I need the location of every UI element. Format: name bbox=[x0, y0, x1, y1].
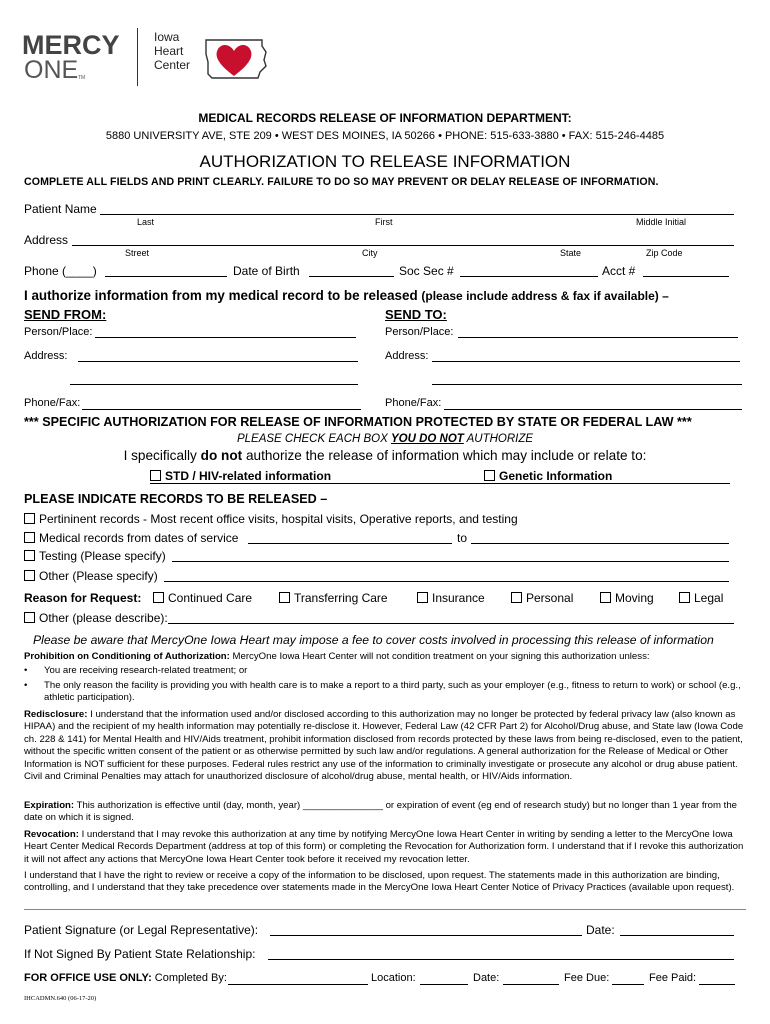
reason-insurance[interactable] bbox=[417, 591, 485, 605]
genetic-checkbox[interactable] bbox=[484, 470, 495, 481]
dept-heading: MEDICAL RECORDS RELEASE OF INFORMATION DEPARTMENT: bbox=[198, 111, 572, 125]
zip-caption: Zip Code bbox=[646, 248, 683, 258]
completed-field[interactable] bbox=[228, 984, 368, 985]
state-caption: State bbox=[560, 248, 582, 258]
reason-personal[interactable] bbox=[511, 591, 573, 605]
first-caption: First bbox=[375, 217, 393, 227]
relationship-field[interactable] bbox=[268, 959, 734, 960]
redisclosure-text: I understand that the information used and/or disclosed according to this authorization may no longer be protected by federal privacy law (also known as HIPAA) and the recipient of my health information may potentially re-disclose it. However, Federal Law (42 CFR Part 2) for Alcohol/Drug abuse, and State law (Iowa Code ch. 228 & 141) for Mental Health and HIV/Aids treatment, prohibit information disclosed from records protected by these laws from being re-disclosed, even to the patient, without the specific written consent of the patient or as otherwise permitted by such law and/or regulations. A general authorization for the Release of Medical or Other Information is NOT sufficient for these purposes. Federal rules restrict any use of the information to criminally investigate or prosecute any alcohol or drug abuse patient. Civil and Criminal Penalties may attach for unauthorized disclosure of alcohol/drug abuse, mental health, or HIV/Aids information. bbox=[24, 709, 744, 783]
expiration-para bbox=[24, 800, 746, 825]
dates-option[interactable] bbox=[24, 531, 238, 545]
city-caption: City bbox=[362, 248, 378, 258]
genetic-option[interactable] bbox=[484, 469, 612, 483]
std-option[interactable] bbox=[150, 469, 730, 484]
last-caption: Last bbox=[137, 217, 155, 227]
reason-option-label: Personal bbox=[526, 591, 574, 605]
specific-line bbox=[0, 448, 770, 463]
logo-tm: TM bbox=[78, 75, 86, 81]
office-label: FOR OFFICE USE ONLY: bbox=[24, 972, 152, 984]
street-caption: Street bbox=[125, 248, 150, 258]
reason-other-field[interactable] bbox=[168, 623, 734, 624]
reason-other[interactable] bbox=[24, 611, 168, 625]
logo-brand-bottom: ONE bbox=[24, 56, 79, 84]
form-id: IHCADMN.640 (06-17-20) bbox=[24, 995, 97, 1002]
genetic-label: Genetic Information bbox=[499, 469, 613, 483]
authorize-note: (please include address & fax if available) – bbox=[421, 289, 669, 303]
expiration-label: Expiration: bbox=[24, 800, 75, 811]
bullet-icon: • bbox=[24, 680, 28, 691]
ssn-field[interactable] bbox=[460, 276, 598, 277]
specific-post: authorize the release of information which may include or relate to: bbox=[242, 448, 647, 463]
section-divider bbox=[24, 909, 746, 910]
reason-label-text: Reason for Request bbox=[24, 591, 138, 605]
dates-from-field[interactable] bbox=[248, 543, 452, 544]
records-heading: PLEASE INDICATE RECORDS TO BE RELEASED – bbox=[24, 492, 328, 506]
ssn-label: Soc Sec # bbox=[399, 264, 454, 278]
relationship-label: If Not Signed By Patient State Relationship: bbox=[24, 947, 256, 961]
signature-field[interactable] bbox=[270, 935, 582, 936]
logo-divider bbox=[137, 28, 138, 86]
redisclosure-para bbox=[24, 709, 746, 783]
reason-option-label: Moving bbox=[615, 591, 654, 605]
phone-label: Phone (____) bbox=[24, 264, 97, 278]
pertinent-option[interactable] bbox=[24, 512, 518, 526]
iowa-heart-icon bbox=[204, 36, 268, 82]
other-records-field[interactable] bbox=[164, 581, 729, 582]
dates-to-label: to bbox=[457, 531, 468, 545]
specific-em: do not bbox=[200, 448, 243, 463]
testing-label: Testing (Please specify) bbox=[39, 549, 166, 563]
to-address-field-2[interactable] bbox=[432, 384, 742, 385]
revocation-para bbox=[24, 829, 746, 866]
phone-field[interactable] bbox=[105, 276, 227, 277]
other-records-checkbox[interactable] bbox=[24, 570, 35, 581]
dob-label: Date of Birth bbox=[233, 264, 300, 278]
prohibition-label: Prohibition on Conditioning of Authorization: bbox=[24, 651, 230, 662]
patient-name-label: Patient Name bbox=[24, 202, 97, 216]
from-address-field-2[interactable] bbox=[70, 384, 358, 385]
reason-option-label: Continued Care bbox=[168, 591, 253, 605]
from-person-label: Person/Place: bbox=[24, 326, 93, 338]
review-para: I understand that I have the right to review or receive a copy of the information to be disclosed, upon request. The statements made in this authorization are binding, controlling, and I understand that they take precedence over statements made in the MercyOne Iowa Heart Center Notice of Privacy Practices (available upon request). bbox=[24, 870, 735, 894]
check-em: YOU DO NOT bbox=[390, 433, 464, 445]
std-label: STD / HIV-related information bbox=[165, 469, 332, 483]
to-address-label: Address: bbox=[385, 350, 429, 362]
office-date-label: Date: bbox=[473, 972, 500, 984]
reason-option-label: Insurance bbox=[432, 591, 485, 605]
bullet-text-2: The only reason the facility is providing you with health care is to make a report to a third party, such as your employer (e.g., fitness to return to work) or school (e.g., athletic participation). bbox=[44, 680, 741, 704]
instruction-line: COMPLETE ALL FIELDS AND PRINT CLEARLY. FAILURE TO DO SO MAY PREVENT OR DELAY RELEASE OF INFORMATION. bbox=[24, 176, 659, 188]
reason-other-label: Other (please describe): bbox=[39, 611, 168, 625]
reason-legal[interactable] bbox=[679, 591, 723, 605]
dob-field[interactable] bbox=[309, 276, 394, 277]
prohibition-para bbox=[24, 651, 746, 663]
patient-name-field[interactable] bbox=[100, 214, 734, 215]
personal-checkbox[interactable] bbox=[511, 592, 522, 603]
to-address-field[interactable] bbox=[432, 361, 740, 362]
location-label: Location: bbox=[371, 972, 416, 984]
dates-label: Medical records from dates of service bbox=[39, 531, 239, 545]
logo-center-line2: Heart bbox=[154, 44, 184, 58]
std-checkbox[interactable] bbox=[150, 470, 161, 481]
completed-label: Completed By: bbox=[154, 972, 227, 984]
pertinent-checkbox[interactable] bbox=[24, 513, 35, 524]
sig-date-label: Date: bbox=[586, 923, 615, 937]
reason-continued[interactable] bbox=[153, 591, 252, 605]
dates-to-field[interactable] bbox=[471, 543, 729, 544]
logo-center-line1: Iowa bbox=[154, 30, 180, 44]
to-phone-label: Phone/Fax: bbox=[385, 397, 442, 409]
reason-moving[interactable] bbox=[600, 591, 654, 605]
testing-field[interactable] bbox=[172, 561, 729, 562]
fee-due-field[interactable] bbox=[612, 984, 644, 985]
logo-center-line3: Center bbox=[154, 58, 191, 72]
testing-option[interactable] bbox=[24, 549, 166, 563]
other-records-label: Other (Please specify) bbox=[39, 569, 158, 583]
address-label: Address bbox=[24, 233, 69, 247]
pertinent-label: Pertininent records - Most recent office visits, hospital visits, Operative reports, and testing bbox=[39, 512, 518, 526]
transferring-checkbox[interactable] bbox=[279, 592, 290, 603]
reason-other-checkbox[interactable] bbox=[24, 612, 35, 623]
to-person-label: Person/Place: bbox=[385, 326, 454, 338]
revocation-label: Revocation: bbox=[24, 829, 79, 840]
check-pre: PLEASE CHECK EACH BOX bbox=[236, 433, 391, 445]
expiration-text: This authorization is effective until (day, month, year) _______________ or expiration of event (eg end of research study) but no longer than 1 year from the date on which it is signed. bbox=[24, 800, 738, 824]
fee-paid-label: Fee Paid: bbox=[649, 972, 697, 984]
revocation-text: I understand that I may revoke this authorization at any time by notifying MercyOne Iowa Heart Center in writing by sending a letter to the MercyOne Iowa Heart Center Medical Records Department (address at top of this form) or completing the Revocation for Authorization form. I understand that if I revoke this authorization it will not affect any actions that MercyOne Iowa Heart Center took before it received my revocation letter. bbox=[24, 829, 744, 865]
prohibition-text: MercyOne Iowa Heart Center will not condition treatment on your signing this authorization unless: bbox=[229, 651, 650, 662]
moving-checkbox[interactable] bbox=[600, 592, 611, 603]
from-address-label: Address: bbox=[24, 350, 68, 362]
from-person-field[interactable] bbox=[95, 337, 356, 338]
authorize-main: I authorize information from my medical record to be released bbox=[24, 288, 418, 303]
reason-transferring[interactable] bbox=[279, 591, 388, 605]
office-date-field[interactable] bbox=[503, 984, 559, 985]
dates-checkbox[interactable] bbox=[24, 532, 35, 543]
form-title: AUTHORIZATION TO RELEASE INFORMATION bbox=[199, 152, 571, 171]
legal-checkbox[interactable] bbox=[679, 592, 690, 603]
authorize-line bbox=[24, 288, 669, 303]
logo bbox=[22, 28, 272, 88]
acct-label: Acct # bbox=[602, 264, 636, 278]
bullet-text-1: You are receiving research-related treatment; or bbox=[44, 665, 248, 676]
logo-center-text bbox=[154, 30, 190, 72]
sig-date-field[interactable] bbox=[620, 935, 734, 936]
dept-address: 5880 UNIVERSITY AVE, STE 209 • WEST DES MOINES, IA 50266 • PHONE: 515-633-3880 • FAX: 515-246-4485 bbox=[105, 130, 665, 142]
continued-checkbox[interactable] bbox=[153, 592, 164, 603]
location-field[interactable] bbox=[420, 984, 468, 985]
acct-field[interactable] bbox=[643, 276, 729, 277]
from-address-field[interactable] bbox=[78, 361, 358, 362]
redisclosure-label: Redisclosure: bbox=[24, 709, 88, 720]
signature-label: Patient Signature (or Legal Representative): bbox=[24, 923, 259, 937]
other-records-option[interactable] bbox=[24, 569, 158, 583]
to-phone-field[interactable] bbox=[444, 409, 742, 410]
from-phone-label: Phone/Fax: bbox=[24, 397, 81, 409]
to-person-field[interactable] bbox=[458, 337, 738, 338]
bullet-icon: • bbox=[24, 665, 28, 676]
specific-heading: *** SPECIFIC AUTHORIZATION FOR RELEASE OF INFORMATION PROTECTED BY STATE OR FEDERAL LAW *** bbox=[24, 415, 692, 429]
fee-paid-field[interactable] bbox=[699, 984, 735, 985]
from-phone-field[interactable] bbox=[82, 409, 361, 410]
logo-brand-top: MERCY bbox=[22, 30, 120, 60]
reason-option-label: Legal bbox=[694, 591, 724, 605]
address-field[interactable] bbox=[72, 245, 734, 246]
insurance-checkbox[interactable] bbox=[417, 592, 428, 603]
reason-label: Reason for Request: bbox=[24, 591, 142, 605]
reason-option-label: Transferring Care bbox=[294, 591, 388, 605]
send-from-label: SEND FROM: bbox=[24, 307, 107, 322]
fee-notice: Please be aware that MercyOne Iowa Heart may impose a fee to cover costs involved in processing this release of information bbox=[33, 633, 714, 647]
check-instruction bbox=[0, 433, 770, 445]
office-line bbox=[24, 972, 227, 984]
check-post: AUTHORIZE bbox=[463, 433, 534, 445]
testing-checkbox[interactable] bbox=[24, 550, 35, 561]
specific-pre: I specifically bbox=[123, 448, 201, 463]
send-to-label: SEND TO: bbox=[385, 307, 447, 322]
middle-caption: Middle Initial bbox=[636, 217, 687, 227]
fee-due-label: Fee Due: bbox=[564, 972, 610, 984]
